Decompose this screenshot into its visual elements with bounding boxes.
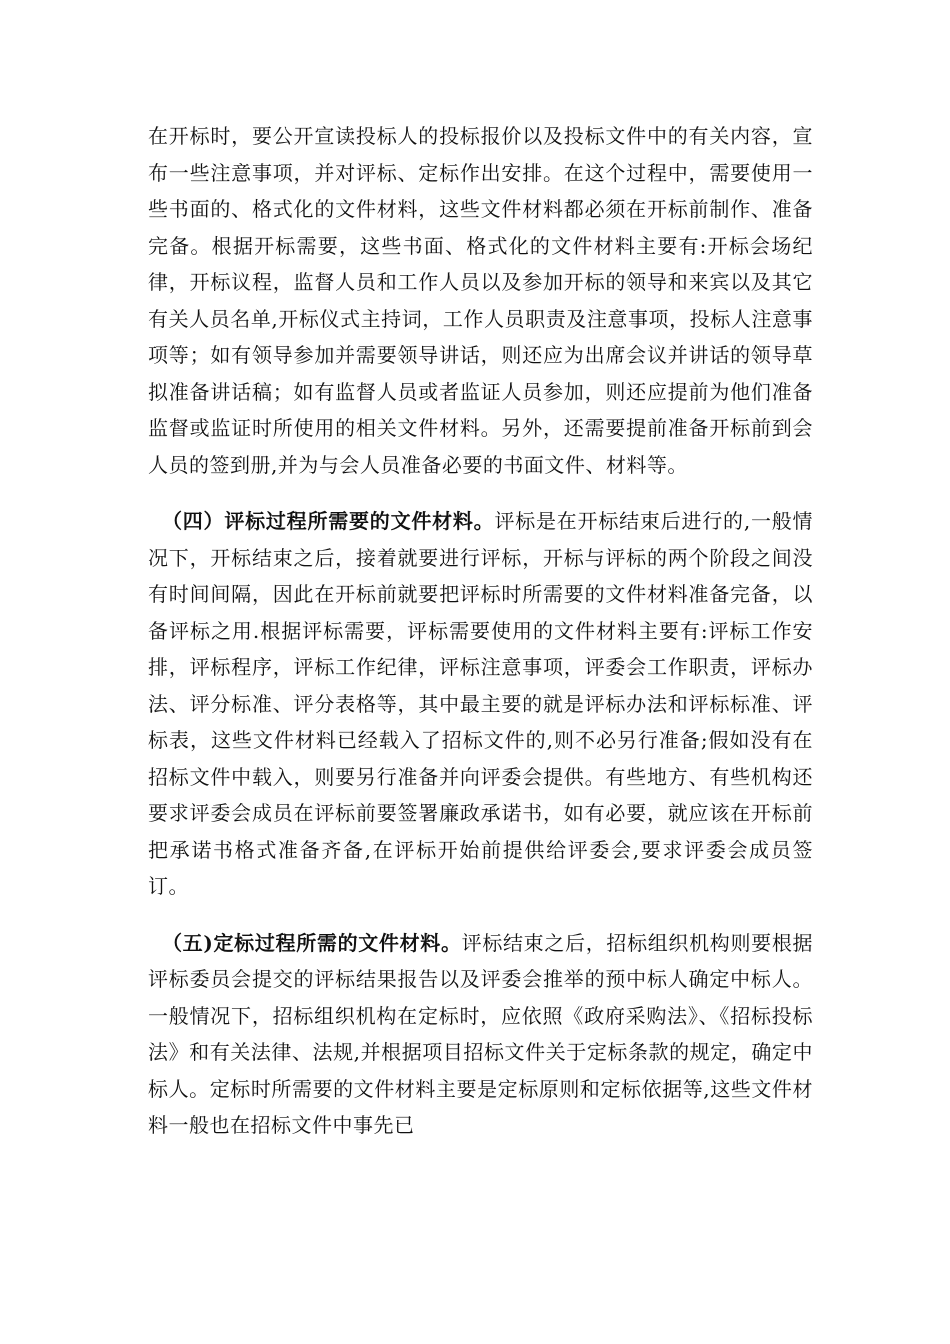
section-heading-4: （四）评标过程所需要的文件材料。 bbox=[162, 509, 495, 533]
paragraph-text: 评标是在开标结束后进行的,一般情况下，开标结束之后，接着就要进行评标，开标与评标的两个阶段之间没有时间间隔，因此在开标前就要把评标时所需要的文件材料准备完备，以备评标之用.根据评标需要，评标需要使用的文件材料主要有:评标工作安排，评标程序，评标工作纪律，评标注意事项，评委会工作职责，评标办法、评分标准、评分表格等，其中最主要的就是评标办法和评标标准、评标表，这些文件材料已经载入了招标文件的,则不必另行准备;假如没有在招标文件中载入，则要另行准备并向评委会提供。有些地方、有些机构还要求评委会成员在评标前要签署廉政承诺书，如有必要，就应该在开标前把承诺书格式准备齐备,在评标开始前提供给评委会,要求评委会成员签订。 bbox=[148, 509, 814, 898]
section-heading-5: （五)定标过程所需的文件材料。 bbox=[162, 930, 462, 955]
document-body bbox=[148, 118, 813, 1144]
paragraph-opening-procedure bbox=[148, 118, 813, 483]
paragraph-text: 在开标时，要公开宣读投标人的投标报价以及投标文件中的有关内容，宣布一些注意事项，并对评标、定标作出安排。在这个过程中，需要使用一些书面的、格式化的文件材料，这些文件材料都必须在开标前制作、准备完备。根据开标需要，这些书面、格式化的文件材料主要有:开标会场纪律，开标议程，监督人员和工作人员以及参加开标的领导和来宾以及其它有关人员名单,开标仪式主持词，工作人员职责及注意事项，投标人注意事项等；如有领导参加并需要领导讲话，则还应为出席会议并讲话的领导草拟准备讲话稿；如有监督人员或者监证人员参加，则还应提前为他们准备监督或监证时所使用的相关文件材料。另外，还需要提前准备开标前到会人员的签到册,并为与会人员准备必要的书面文件、材料等。 bbox=[148, 124, 813, 477]
paragraph-award-materials bbox=[148, 925, 813, 1144]
paragraph-text: 评标结束之后，招标组织机构则要根据评标委员会提交的评标结果报告以及评委会推举的预中标人确定中标人。一般情况下，招标组织机构在定标时，应依照《政府采购法》、《招标投标法》和有关法律、法规,并根据项目招标文件关于定标条款的规定，确定中标人。定标时所需要的文件材料主要是定标原则和定标依据等,这些文件材料一般也在招标文件中事先已 bbox=[148, 930, 813, 1137]
paragraph-evaluation-materials bbox=[148, 503, 813, 905]
